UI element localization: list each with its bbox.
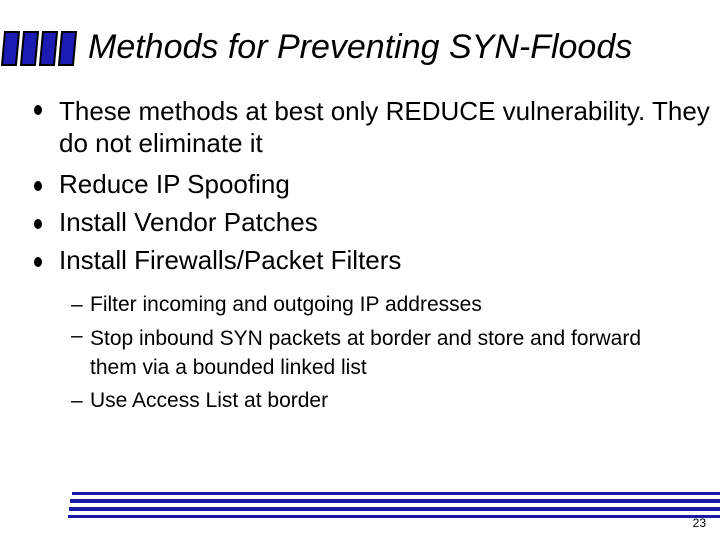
footer-rule <box>70 499 720 503</box>
sub-bullet-list <box>71 289 691 417</box>
logo-block <box>2 32 19 65</box>
bullet-text: These methods at best only REDUCE vulnerability. They do not eliminate it <box>59 96 710 158</box>
bullet-list <box>34 92 714 279</box>
bullet-dot-icon <box>34 181 42 191</box>
dash-marker: – <box>71 389 83 412</box>
sub-bullet-item <box>71 385 691 417</box>
bullet-text: Reduce IP Spoofing <box>59 169 290 199</box>
bullet-item <box>34 241 714 279</box>
bullet-dot-icon <box>34 219 42 229</box>
sub-bullet-text: Use Access List at border <box>90 389 329 412</box>
bullet-text: Install Firewalls/Packet Filters <box>59 245 402 275</box>
sub-bullet-item <box>71 321 691 385</box>
footer-rule-lines <box>68 490 720 520</box>
slide-title: Methods for Preventing SYN-Floods <box>88 28 633 66</box>
logo-block <box>21 32 38 65</box>
bullet-item <box>34 92 714 159</box>
bullet-dot-icon <box>34 105 42 115</box>
sub-bullet-text: Stop inbound SYN packets at border and store and forward them via a bounded linked list <box>90 327 642 379</box>
sub-bullet-text: Filter incoming and outgoing IP addresses <box>90 293 482 316</box>
bullet-dot-icon <box>34 257 42 267</box>
title-logo-blocks <box>0 31 80 67</box>
footer-rule <box>68 515 720 518</box>
footer-rule <box>72 492 720 495</box>
bullet-item <box>34 203 714 241</box>
dash-marker: – <box>71 293 83 316</box>
dash-marker: – <box>71 324 83 347</box>
sub-bullet-item <box>71 289 691 321</box>
bullet-text: Install Vendor Patches <box>59 207 318 237</box>
page-number: 23 <box>692 516 706 530</box>
logo-block <box>40 32 57 65</box>
bullet-item <box>34 165 714 203</box>
logo-block <box>59 32 76 65</box>
footer-rule <box>69 507 720 511</box>
